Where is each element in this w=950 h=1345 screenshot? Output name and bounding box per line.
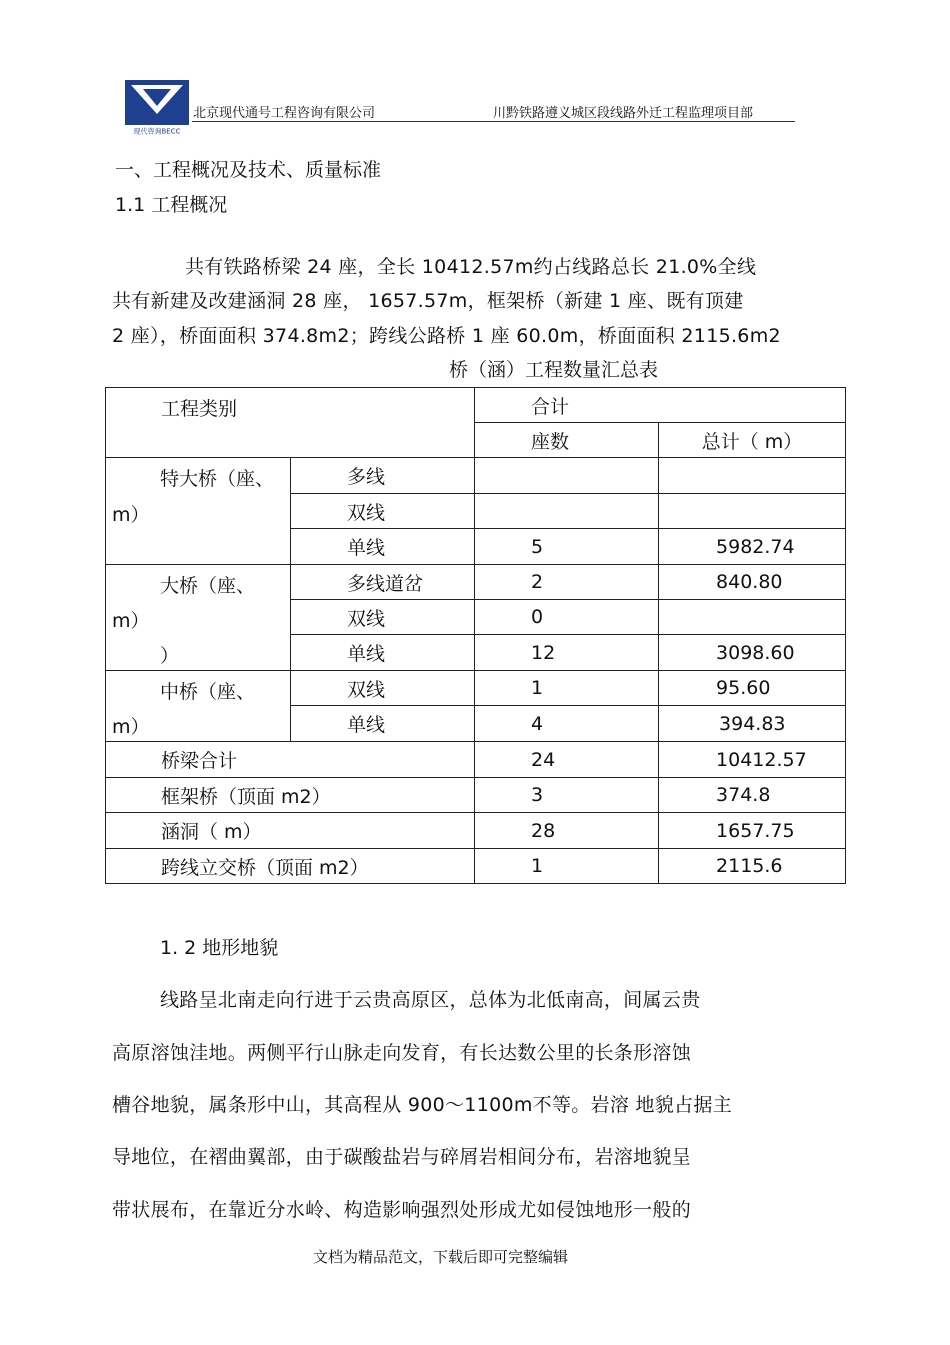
paragraph-line: 高原溶蚀洼地。两侧平行山脉走向发育，有长达数公里的长条形溶蚀	[112, 1042, 692, 1064]
header-rule	[192, 121, 795, 122]
length-cell	[659, 458, 846, 494]
count-cell: 0	[475, 600, 659, 635]
length-cell: 5982.74	[659, 529, 846, 565]
count-cell	[475, 458, 659, 494]
length-cell: 1657.75	[659, 813, 846, 849]
length-cell	[659, 494, 846, 529]
table-row	[106, 565, 846, 600]
paragraph-line: 导地位，在褶曲翼部，由于碳酸盐岩与碎屑岩相间分布，岩溶地貌呈	[112, 1146, 692, 1168]
length-cell	[659, 600, 846, 635]
category-major-bridge	[106, 565, 291, 671]
line-type: 单线	[291, 529, 475, 565]
line-type: 单线	[291, 635, 475, 671]
paragraph-line: 线路呈北南走向行进于云贵高原区，总体为北低南高，间属云贵	[160, 989, 701, 1011]
category-super-major-bridge	[106, 458, 291, 565]
length-cell: 10412.57	[659, 742, 846, 778]
category-line: m）	[112, 610, 150, 632]
line-type: 多线道岔	[291, 565, 475, 600]
line-type: 双线	[291, 494, 475, 529]
header-total: 合计	[475, 388, 846, 423]
category-line: ）	[160, 645, 180, 667]
summary-label: 跨线立交桥（顶面 m2）	[106, 849, 475, 884]
table-row	[106, 849, 846, 884]
count-cell: 2	[475, 565, 659, 600]
count-cell: 24	[475, 742, 659, 778]
summary-label: 涵洞（ m）	[106, 813, 475, 849]
category-medium-bridge	[106, 671, 291, 742]
header-category: 工程类别	[106, 388, 475, 458]
subsection-title-overview: 1.1 工程概况	[115, 194, 228, 216]
table-caption: 桥（涵）工程数量汇总表	[449, 359, 659, 381]
count-cell: 28	[475, 813, 659, 849]
category-line: m）	[112, 504, 150, 526]
summary-label: 桥梁合计	[106, 742, 475, 778]
paragraph-line: 带状展布，在靠近分水岭、构造影响强烈处形成尤如侵蚀地形一般的	[112, 1199, 692, 1221]
paragraph-line: 槽谷地貌，属条形中山，其高程从 900～1100m不等。岩溶 地貌占据主	[112, 1094, 733, 1116]
category-line: 中桥（座、	[160, 681, 256, 703]
header-project: 川黔铁路遵义城区段线路外迁工程监理项目部	[493, 106, 754, 121]
header-length: 总计（ m）	[659, 423, 846, 458]
length-cell: 3098.60	[659, 635, 846, 671]
line-type: 多线	[291, 458, 475, 494]
summary-label: 框架桥（顶面 m2）	[106, 778, 475, 813]
paragraph-line: 共有新建及改建涵洞 28 座， 1657.57m，框架桥（新建 1 座、既有顶建	[112, 290, 744, 312]
line-type: 单线	[291, 706, 475, 742]
paragraph-line: 2 座），桥面面积 374.8m2；跨线公路桥 1 座 60.0m，桥面面积 2115.6m2	[112, 325, 781, 347]
header-company: 北京现代通号工程咨询有限公司	[193, 106, 376, 121]
subsection-title-terrain: 1. 2 地形地貌	[160, 937, 279, 959]
count-cell: 1	[475, 671, 659, 706]
company-logo	[125, 80, 189, 136]
table-row	[106, 778, 846, 813]
length-cell: 394.83	[659, 706, 846, 742]
count-cell: 12	[475, 635, 659, 671]
category-line: m）	[112, 716, 150, 738]
paragraph-line: 共有铁路桥梁 24 座，全长 10412.57m约占线路总长 21.0%全线	[185, 256, 757, 278]
logo-text: 现代咨询BECC	[133, 127, 181, 136]
table-row	[106, 458, 846, 494]
count-cell: 5	[475, 529, 659, 565]
line-type: 双线	[291, 600, 475, 635]
length-cell: 95.60	[659, 671, 846, 706]
table-row	[106, 742, 846, 778]
length-cell: 374.8	[659, 778, 846, 813]
header-count: 座数	[475, 423, 659, 458]
table-row	[106, 671, 846, 706]
count-cell: 3	[475, 778, 659, 813]
count-cell: 1	[475, 849, 659, 884]
line-type: 双线	[291, 671, 475, 706]
length-cell: 840.80	[659, 565, 846, 600]
category-line: 特大桥（座、	[160, 468, 275, 490]
count-cell: 4	[475, 706, 659, 742]
bridge-summary-table	[105, 387, 846, 884]
footer-note: 文档为精品范文，下载后即可完整编辑	[313, 1248, 569, 1266]
table-row	[106, 813, 846, 849]
section-title: 一、工程概况及技术、质量标准	[115, 159, 382, 181]
count-cell	[475, 494, 659, 529]
category-line: 大桥（座、	[160, 575, 256, 597]
length-cell: 2115.6	[659, 849, 846, 884]
